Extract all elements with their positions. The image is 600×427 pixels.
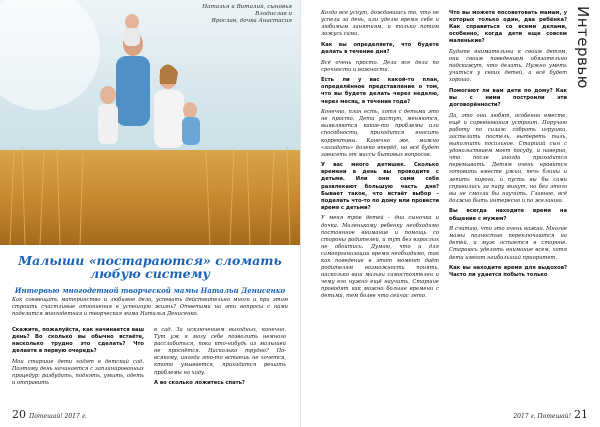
lead-paragraph: Как совмещать материнство и любимое дело, успевать действительно много и при этом строить счастливые отношения в успешную жизнь? Ответами на эти вопросы с нами поделится многодетная и творческая мама Наталья Денисенко. xyxy=(12,297,288,318)
family-photo xyxy=(0,0,300,245)
question-paragraph: Скажите, пожалуйста, как начинается ваш день? Во сколько вы обычно встаёте, насколько трудно это сделать? Что делаете в первую очередь? xyxy=(12,327,144,355)
answer-paragraph: У меня трое детей – дна сыночка и дочка. Маленькому ребенку необходимо постоянное внимание и помощь со стороны родителей, и тут без взрослых не обойтись. Думаю, что и для самоорганизации время необходимо, так как поведение в этот момент даёт родителям возможность понять, насколько ваш малыш самостоятелен и чему его нужно ещё научить. Старшие проводят как можно больше времени с детьми, тем более что сейчас лето. xyxy=(321,215,439,300)
page-number: 21 xyxy=(574,408,588,421)
question-paragraph: Вы всегда находите время на общение с мужем? xyxy=(449,208,567,222)
answer-paragraph: Мои старшие дети ходят в детский сад. Поэтому день начинается с запланированных процедур: разбудить, поднять, умыть, одеть и отправить xyxy=(12,358,144,387)
question-paragraph: У вас много детишек. Сколько времени в день вы проводите с детьми. Или они сами себя развлекают большую часть дня? Бывает такое, что встаёт выбор – поделать что-то по дому или провести время с детьми? xyxy=(321,162,439,211)
article-lead xyxy=(12,297,288,322)
question-paragraph: Что вы можете посоветовать мамам, у которых только один, два ребёнка? Как справиться со всеми делами, особенно, когда дети еще совсем маленькие? xyxy=(449,10,567,45)
section-title xyxy=(572,6,594,146)
right-page xyxy=(300,0,600,427)
answer-paragraph: Будьте внимательны к своим детям, они своим поведением обязательно подскажут, что делать. Нужно уметь учиться у своих детей, а всё будет хорошо. xyxy=(449,48,567,84)
question-paragraph: Как вы определяете, что будете делать в течение дня? xyxy=(321,41,439,55)
answer-paragraph: Конечно, план есть, хотя с детьми это не просто. Дети растут, меняются, выявляются какие-то проблемы или способности, приходится вносить коррективы. Конечно же, можно «загадать» далеко вперёд, но всё будет зависеть от массы бытовых вопросов. xyxy=(321,109,439,158)
left-column-2 xyxy=(154,327,286,391)
right-column-1 xyxy=(321,10,439,304)
left-page-footer xyxy=(12,408,87,421)
answer-paragraph: Когда все уснут, дождавшись то, что не успела за день, или уделю время себе и любимым занятиям, и только потом ложусь сама. xyxy=(321,10,439,38)
answer-paragraph: в сад. За исключением выходных, конечно. Тут уж я могу себе позволить немного расслабиться, пока кто-нибудь из малышей не проснётся. Насколько трудно? По-всякому, иногда это-то встаешь не хочется, ктото умывается, приходится решать проблемы на ходу. xyxy=(154,327,286,376)
answer-paragraph: Я считаю, что это очень важно. Многие мамы полностью переключаются на детей, и муж остается в стороне. Стараюсь уделять внимание всем, хотя дети имеют наибольший приоритет. xyxy=(449,226,567,261)
answer-paragraph: Да, это они любят, особенно вместе, ещё и соревнования устроит. Поручаю работу по силам: собрать игрушки, застелить постель, вытереть пыль, выполнить посильное. Старший сын с удовольствием моет посуду, и наверно, что после иногда приходится перемывать. Детям очень нравится готовить вместе ужин, печь блины и лепить пироги, и пусть вы бы сами справились за пару минут, но без этого вы не смогли бы научить. Главное, всё должно быть интересно и по желанию. xyxy=(449,112,567,204)
question-paragraph: Как вы находите время для выдохов? Часто ли удается побыть только xyxy=(449,265,567,279)
right-column-2 xyxy=(449,10,567,283)
right-page-footer xyxy=(513,408,588,421)
photo-caption: Наталья и Виталий, сыновья Владислав и Ярослав, дочка Анастасия xyxy=(202,4,292,24)
article-headline: Малыши «постараются» сломать любую систему xyxy=(18,253,282,281)
question-paragraph: Помогают ли вам дети по дому? Как вы с ними построили эти договорённости? xyxy=(449,87,567,109)
section-title-text: Интервью xyxy=(574,6,592,89)
magazine-name: Потешай! 2017 г. xyxy=(29,413,87,420)
question-paragraph: Есть ли у вас какой-то план, определённое представление о том, что вы будете делать через неделю, через месяц, в течение года? xyxy=(321,77,439,105)
question-paragraph: А во сколько ложитесь спать? xyxy=(154,380,245,387)
answer-paragraph: Всё очень просто. Дела все дела по срочности и важности. xyxy=(321,59,439,73)
left-column-1 xyxy=(12,327,144,391)
page-number: 20 xyxy=(12,408,26,421)
magazine-name: 2017 г. Потешай! xyxy=(513,413,571,420)
article-subhead: Интервью многодетной творческой мамы Натальи Денисенко xyxy=(14,286,286,295)
